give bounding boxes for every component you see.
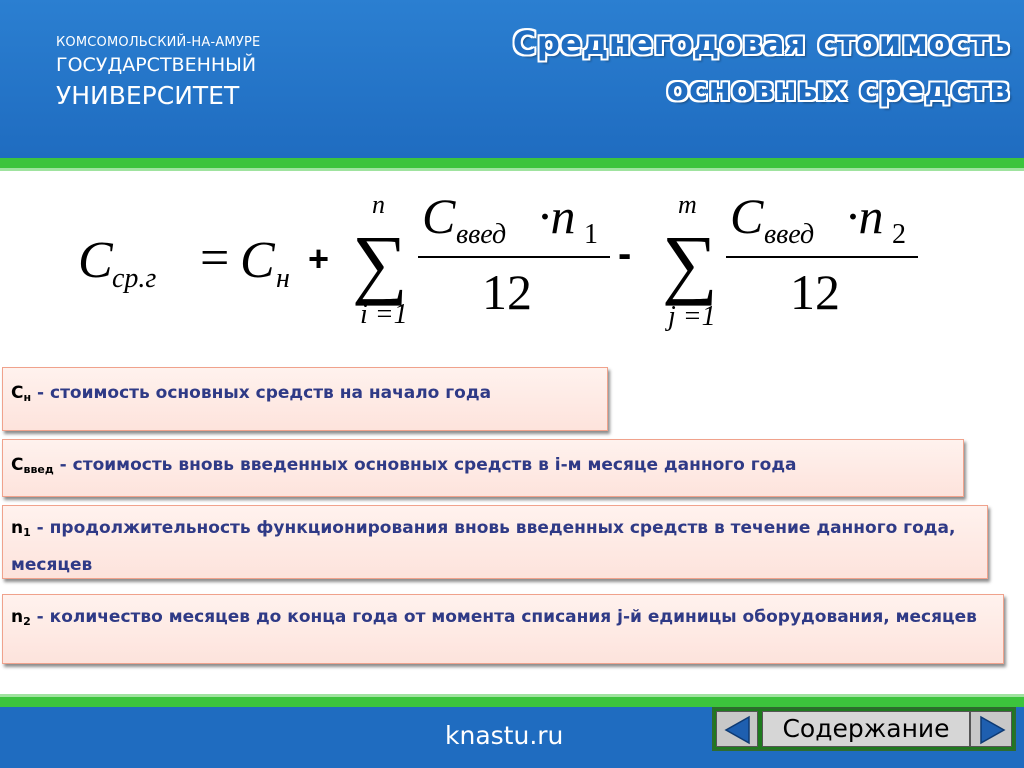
university-line1: КОМСОМОЛЬСКИЙ-НА-АМУРЕ xyxy=(56,35,261,50)
sum1-lower: i =1 xyxy=(360,299,408,330)
header-green-stripe xyxy=(0,158,1024,168)
frac2-denominator: 12 xyxy=(790,264,840,320)
definition-symbol: $n_2$ xyxy=(11,607,31,628)
navigation-panel xyxy=(712,707,1016,751)
sum1-upper: n xyxy=(372,190,385,219)
slide-title xyxy=(390,20,1010,112)
footer-green-stripe xyxy=(0,697,1024,707)
frac2-dot-n: ·n xyxy=(846,188,884,244)
site-url: knastu.ru xyxy=(445,721,564,750)
formula-lhs-symbol: C xyxy=(78,232,113,289)
definition-text: - стоимость основных средств на начало года xyxy=(31,383,492,403)
formula xyxy=(70,185,950,345)
university-line3: УНИВЕРСИТЕТ xyxy=(56,81,240,110)
definition-box-cvved xyxy=(2,439,964,497)
frac1-denominator: 12 xyxy=(482,264,532,320)
formula-c-symbol: C xyxy=(240,232,275,289)
formula-equals: = xyxy=(200,230,230,287)
formula-lhs-sub: ср.г xyxy=(112,263,157,294)
definition-symbol: $С_{введ}$ xyxy=(11,455,54,476)
next-slide-button[interactable] xyxy=(970,711,1012,747)
definition-symbol: $С_н$ xyxy=(11,383,32,404)
definition-text: - количество месяцев до конца года от момента списания j-й единицы оборудования, месяцев xyxy=(30,607,977,627)
definition-box-cn xyxy=(2,367,608,431)
definition-symbol: $n_1$ xyxy=(11,518,31,539)
slide-title-line2: основных средств xyxy=(666,70,1010,108)
frac1-n-sub: 1 xyxy=(584,219,598,250)
formula-plus: + xyxy=(308,238,330,279)
triangle-left-icon xyxy=(717,712,759,748)
definition-box-n1 xyxy=(2,505,988,579)
frac1-dot-n: ·n xyxy=(538,188,576,244)
formula-minus: - xyxy=(618,232,632,276)
definition-text: - продолжительность функционирования вновь введенных средств в течение данного года, месяцев xyxy=(11,518,956,575)
sum2-lower: j =1 xyxy=(668,301,716,332)
header-light-stripe xyxy=(0,168,1024,171)
definition-text: - стоимость вновь введенных основных средств в i-м месяце данного года xyxy=(53,455,797,475)
frac1-num-sub: введ xyxy=(456,219,507,250)
sum2-upper: m xyxy=(678,190,697,219)
definition-box-n2 xyxy=(2,594,1004,664)
university-logo-text xyxy=(56,34,260,114)
frac1-num-symbol: C xyxy=(422,188,456,244)
triangle-right-icon xyxy=(971,712,1013,748)
frac2-n-sub: 2 xyxy=(892,219,906,250)
contents-button[interactable]: Содержание xyxy=(762,711,970,747)
frac2-num-sub: введ xyxy=(764,219,815,250)
sum1-sigma-icon: ∑ xyxy=(352,219,408,306)
frac2-num-symbol: C xyxy=(730,188,764,244)
prev-slide-button[interactable] xyxy=(716,711,758,747)
sum2-sigma-icon: ∑ xyxy=(662,219,718,306)
slide-title-line1: Среднегодовая стоимость xyxy=(512,24,1010,62)
university-line2: ГОСУДАРСТВЕННЫЙ xyxy=(56,54,257,76)
formula-c-sub: н xyxy=(276,263,290,294)
